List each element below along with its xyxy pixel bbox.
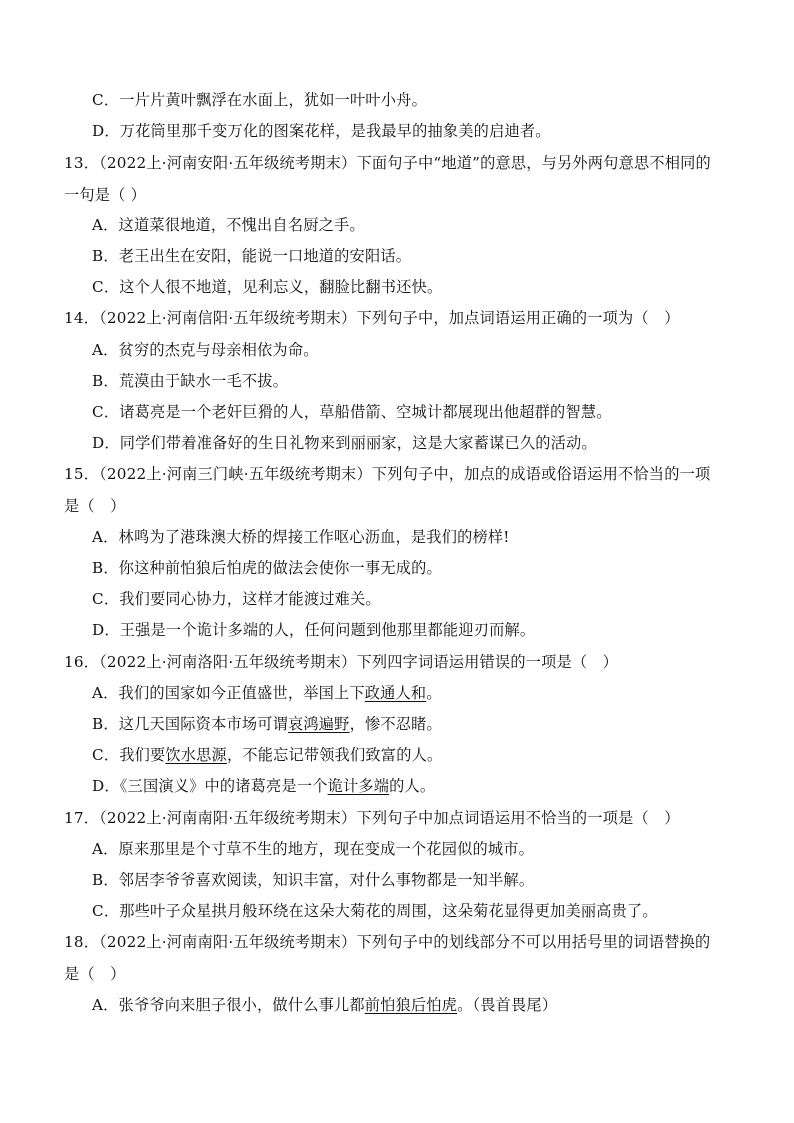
option-13-b: B．老王出生在安阳，能说一口地道的安阳话。 — [92, 247, 412, 265]
question-15-stem-cont: 是（ ） — [64, 497, 126, 515]
option-12-d: D．万花筒里那千变万化的图案花样，是我最早的抽象美的启迪者。 — [92, 122, 551, 140]
option-18-a-underlined: 前怕狼后怕虎 — [364, 996, 458, 1014]
option-16-c — [92, 744, 442, 766]
option-16-b-post: ，惨不忍睹。 — [349, 715, 442, 733]
option-14-a: A．贫穷的杰克与母亲相依为命。 — [92, 341, 319, 359]
option-14-b: B．荒漠由于缺水一毛不拔。 — [92, 372, 289, 390]
option-16-c-post: ，不能忘记带领我们致富的人。 — [226, 746, 443, 764]
option-16-b — [92, 713, 442, 735]
option-13-a: A．这道菜很地道，不愧出自名厨之手。 — [92, 216, 365, 234]
option-17-b: B．邻居李爷爷喜欢阅读，知识丰富，对什么事物都是一知半解。 — [92, 871, 535, 889]
option-12-c: C．一片片黄叶飘浮在水面上，犹如一叶叶小舟。 — [92, 91, 427, 109]
option-16-c-pre: C．我们要 — [92, 746, 166, 764]
question-17-stem: 17．（2022上·河南南阳·五年级统考期末）下列句子中加点词语运用不恰当的一项是（ ） — [64, 809, 680, 827]
option-13-c: C．这个人很不地道，见利忘义，翻脸比翻书还快。 — [92, 278, 443, 296]
option-14-c: C．诸葛亮是一个老奸巨猾的人，草船借箭、空城计都展现出他超群的智慧。 — [92, 403, 612, 421]
option-16-b-pre: B．这几天国际资本市场可谓 — [92, 715, 289, 733]
option-17-a: A．原来那里是个寸草不生的地方，现在变成一个花园似的城市。 — [92, 840, 535, 858]
option-16-c-underlined: 饮水思源 — [165, 746, 227, 764]
option-18-a — [92, 994, 557, 1016]
option-16-d-post: 的人。 — [389, 777, 436, 795]
option-16-a-post: 。 — [426, 684, 442, 702]
option-14-d: D．同学们带着准备好的生日礼物来到丽丽家，这是大家蓄谋已久的活动。 — [92, 434, 597, 452]
option-16-a — [92, 682, 442, 704]
option-16-a-pre: A．我们的国家如今正值盛世，举国上下 — [92, 684, 365, 702]
option-16-d — [92, 775, 435, 797]
option-16-a-underlined: 政通人和 — [364, 684, 427, 702]
question-18-stem-cont: 是（ ） — [64, 965, 126, 983]
question-18-stem: 18．（2022上·河南南阳·五年级统考期末）下列句子中的划线部分不可以用括号里的词语替换的 — [64, 933, 711, 951]
question-13-stem: 13．（2022上·河南安阳·五年级统考期末）下面句子中“地道”的意思，与另外两句意思不相同的 — [64, 154, 711, 172]
option-16-b-underlined: 哀鸿遍野 — [288, 715, 350, 733]
option-15-d: D．王强是一个诡计多端的人，任何问题到他那里都能迎刃而解。 — [92, 621, 536, 639]
question-16-stem: 16．（2022上·河南洛阳·五年级统考期末）下列四字词语运用错误的一项是（ ） — [64, 653, 619, 671]
question-13-stem-cont: 一句是（ ） — [64, 186, 146, 204]
option-15-c: C．我们要同心协力，这样才能渡过难关。 — [92, 590, 381, 608]
option-16-d-underlined: 诡计多端 — [327, 777, 390, 795]
option-18-a-pre: A．张爷爷向来胆子很小，做什么事儿都 — [92, 996, 365, 1014]
option-16-d-pre: D．《三国演义》中的诸葛亮是一个 — [92, 777, 328, 795]
option-17-c: C．那些叶子众星拱月般环绕在这朵大菊花的周围，这朵菊花显得更加美丽高贵了。 — [92, 902, 658, 920]
option-15-b: B．你这种前怕狼后怕虎的做法会使你一事无成的。 — [92, 559, 442, 577]
option-15-a: A．林鸣为了港珠澳大桥的焊接工作呕心沥血，是我们的榜样! — [92, 528, 510, 546]
question-14-stem: 14．（2022上·河南信阳·五年级统考期末）下列句子中，加点词语运用正确的一项为（ ） — [64, 309, 680, 327]
question-15-stem: 15．（2022上·河南三门峡·五年级统考期末）下列句子中，加点的成语或俗语运用不恰当的一项 — [64, 465, 711, 483]
option-18-a-post: 。（畏首畏尾） — [457, 996, 558, 1014]
